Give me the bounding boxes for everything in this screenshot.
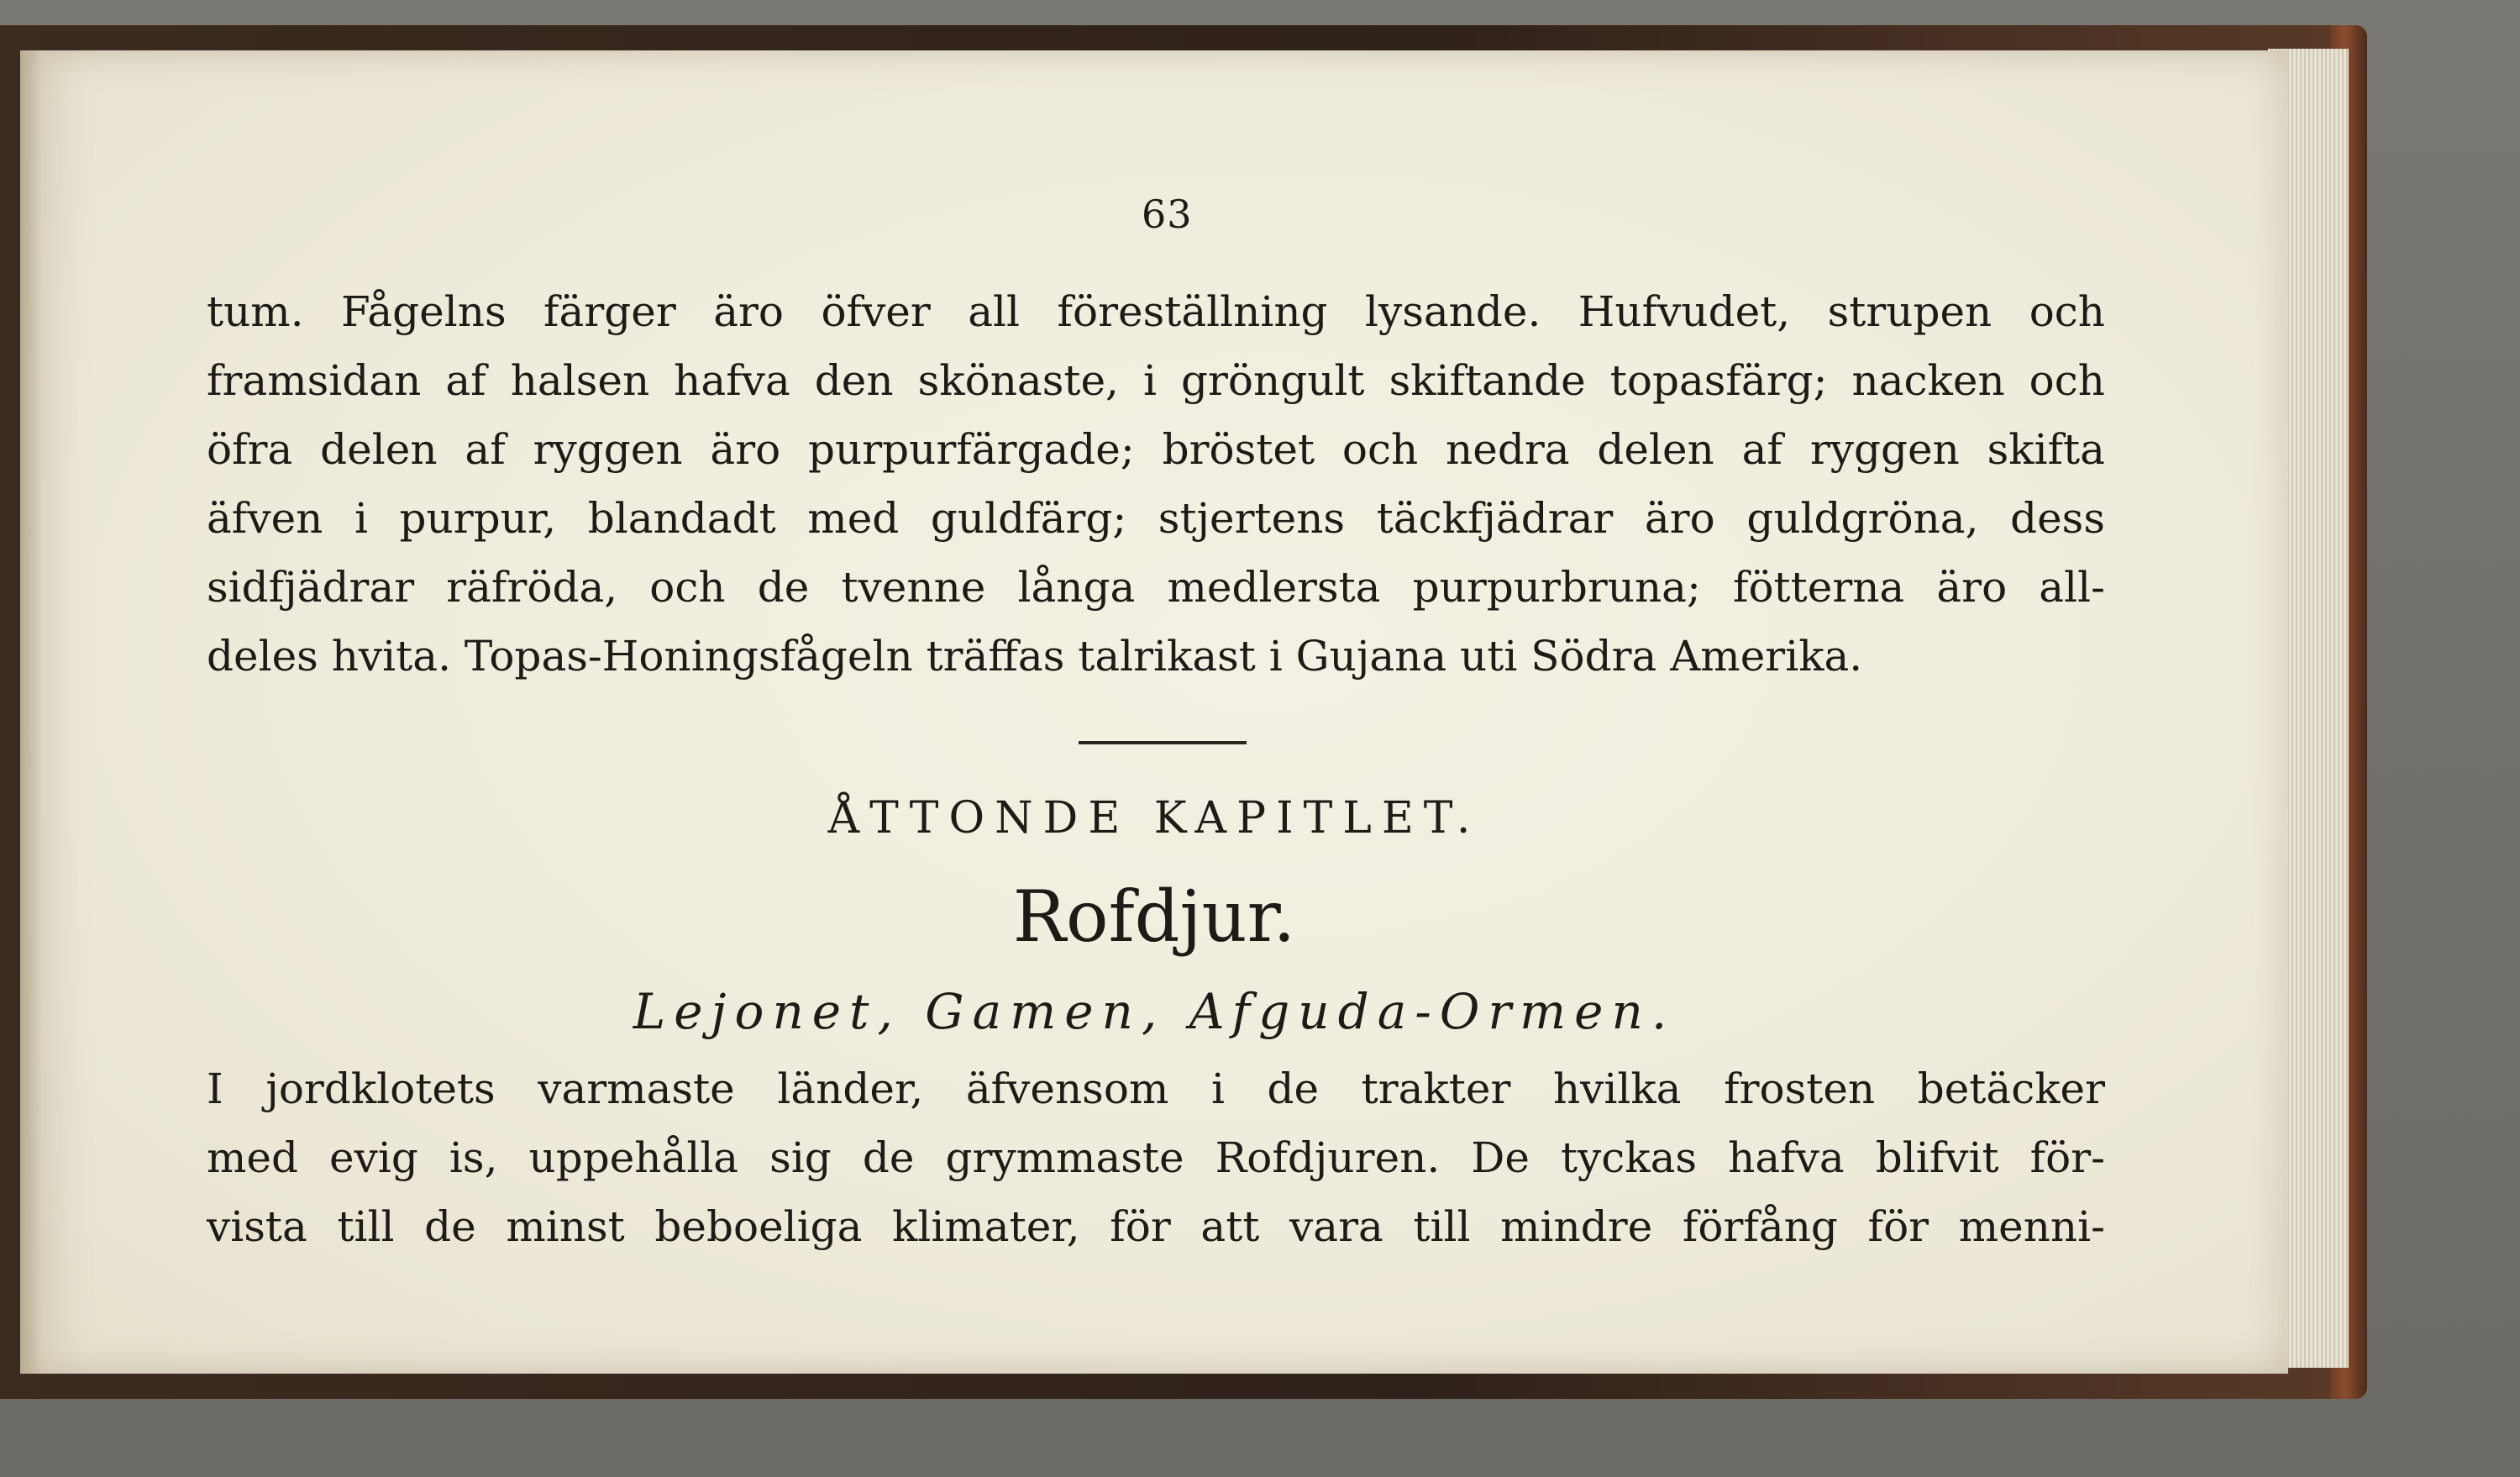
section-subtitle: Lejonet, Gamen, Afguda-Ormen.	[633, 983, 1676, 1040]
text-line: deles hvita. Topas-Honingsfågeln träffas talrikast i Gujana uti Södra Amerika.	[207, 632, 1863, 681]
book-page	[20, 50, 2288, 1374]
text-line: framsidan af halsen hafva den skönaste, i gröngult skiftande topasfärg; nacken och	[207, 356, 2105, 405]
text-line: med evig is, uppehålla sig de grymmaste Rofdjuren. De tyckas hafva blifvit för-	[207, 1133, 2105, 1182]
page-number: 63	[1142, 192, 1193, 237]
paragraph-1	[207, 277, 2105, 691]
section-title: Rofdjur.	[1012, 875, 1296, 958]
paragraph-2	[207, 1054, 2105, 1261]
section-divider	[1079, 741, 1247, 744]
text-line: I jordklotets varmaste länder, äfvensom i de trakter hvilka frosten betäcker	[207, 1064, 2105, 1113]
chapter-heading: ÅTTONDE KAPITLET.	[827, 793, 1481, 844]
text-line: äfven i purpur, blandadt med guldfärg; stjertens täckfjädrar äro guldgröna, dess	[207, 494, 2105, 543]
text-line: tum. Fågelns färger äro öfver all föreställning lysande. Hufvudet, strupen och	[207, 287, 2105, 336]
text-line: öfra delen af ryggen äro purpurfärgade; bröstet och nedra delen af ryggen skifta	[207, 425, 2105, 474]
page-gutter	[20, 50, 42, 1374]
text-line: sidfjädrar räfröda, och de tvenne långa medlersta purpurbruna; fötterna äro all-	[207, 563, 2105, 612]
text-line: vista till de minst beboeliga klimater, för att vara till mindre förfång för menni-	[207, 1202, 2105, 1251]
